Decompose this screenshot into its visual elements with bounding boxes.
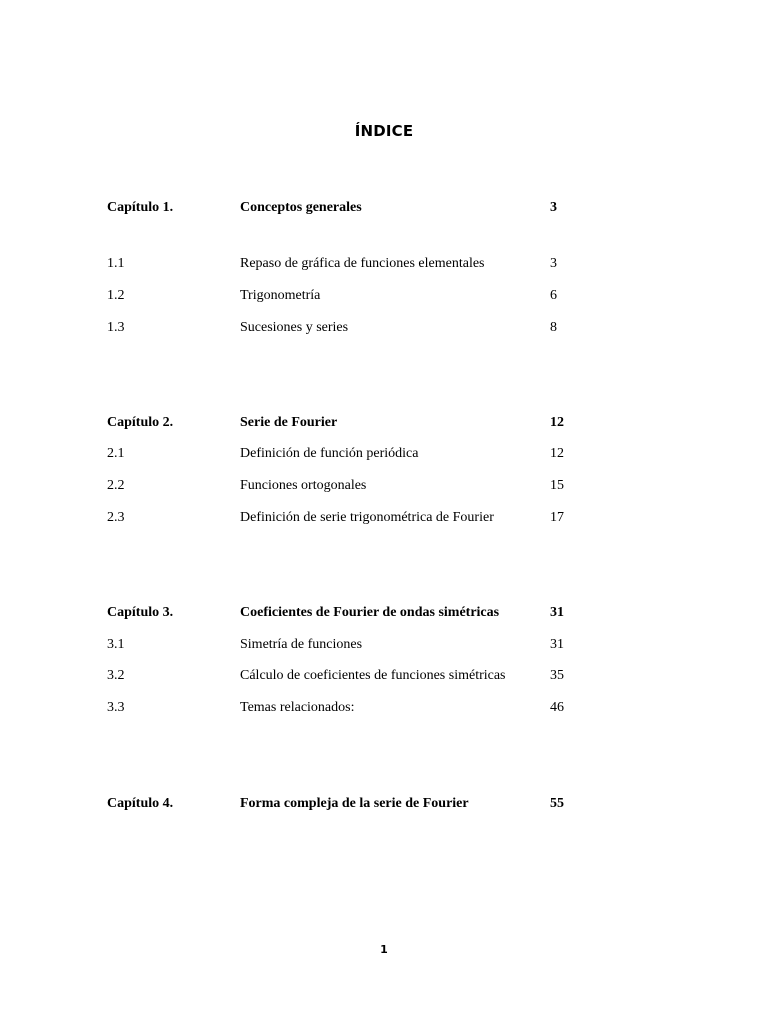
page-number: 1	[380, 943, 388, 956]
toc-section-2-1	[0, 444, 768, 464]
toc-page: 3	[550, 256, 557, 271]
toc-section-1-2	[0, 286, 768, 306]
toc-title: Trigonometría	[240, 288, 321, 303]
toc-title: Definición de serie trigonométrica de Fourier	[240, 510, 494, 525]
toc-title: Sucesiones y series	[240, 320, 349, 335]
toc-title: Serie de Fourier	[240, 415, 338, 430]
toc-number: Capítulo 1.	[107, 200, 174, 215]
toc-number: 1.2	[107, 288, 125, 303]
toc-section-1-3	[0, 318, 768, 338]
toc-title: Conceptos generales	[240, 200, 362, 215]
toc-page: 17	[550, 510, 564, 525]
toc-title: Definición de función periódica	[240, 446, 419, 461]
toc-page: 31	[550, 637, 564, 652]
toc-number: 3.3	[107, 700, 125, 715]
toc-number: 1.1	[107, 256, 125, 271]
toc-page: 46	[550, 700, 564, 715]
toc-page: 35	[550, 668, 564, 683]
toc-page: 31	[550, 605, 564, 620]
toc-number: 3.2	[107, 668, 125, 683]
toc-section-3-1	[0, 635, 768, 655]
toc-number: 2.1	[107, 446, 125, 461]
toc-number: 2.3	[107, 510, 125, 525]
toc-chapter-1	[0, 198, 768, 218]
toc-page: 55	[550, 796, 564, 811]
toc-page: 12	[550, 415, 564, 430]
toc-title: Repaso de gráfica de funciones elementales	[240, 256, 485, 271]
toc-number: Capítulo 3.	[107, 605, 174, 620]
toc-title: Funciones ortogonales	[240, 478, 367, 493]
toc-number: 3.1	[107, 637, 125, 652]
toc-section-2-2	[0, 476, 768, 496]
toc-title: Simetría de funciones	[240, 637, 363, 652]
page-title: ÍNDICE	[354, 122, 414, 140]
toc-title: Coeficientes de Fourier de ondas simétricas	[240, 605, 500, 620]
toc-number: Capítulo 4.	[107, 796, 174, 811]
toc-section-1-1	[0, 254, 768, 274]
toc-number: 1.3	[107, 320, 125, 335]
toc-page: 15	[550, 478, 564, 493]
toc-page: 12	[550, 446, 564, 461]
toc-page: 6	[550, 288, 557, 303]
toc-section-3-3	[0, 698, 768, 718]
toc-number: Capítulo 2.	[107, 415, 174, 430]
toc-chapter-3	[0, 603, 768, 623]
toc-chapter-4	[0, 794, 768, 814]
toc-title: Cálculo de coeficientes de funciones simétricas	[240, 668, 506, 683]
toc-section-3-2	[0, 666, 768, 686]
toc-page: 8	[550, 320, 557, 335]
toc-page: 3	[550, 200, 557, 215]
toc-section-2-3	[0, 508, 768, 528]
toc-chapter-2	[0, 413, 768, 433]
toc-title: Temas relacionados:	[240, 700, 355, 715]
toc-title: Forma compleja de la serie de Fourier	[240, 796, 469, 811]
toc-number: 2.2	[107, 478, 125, 493]
